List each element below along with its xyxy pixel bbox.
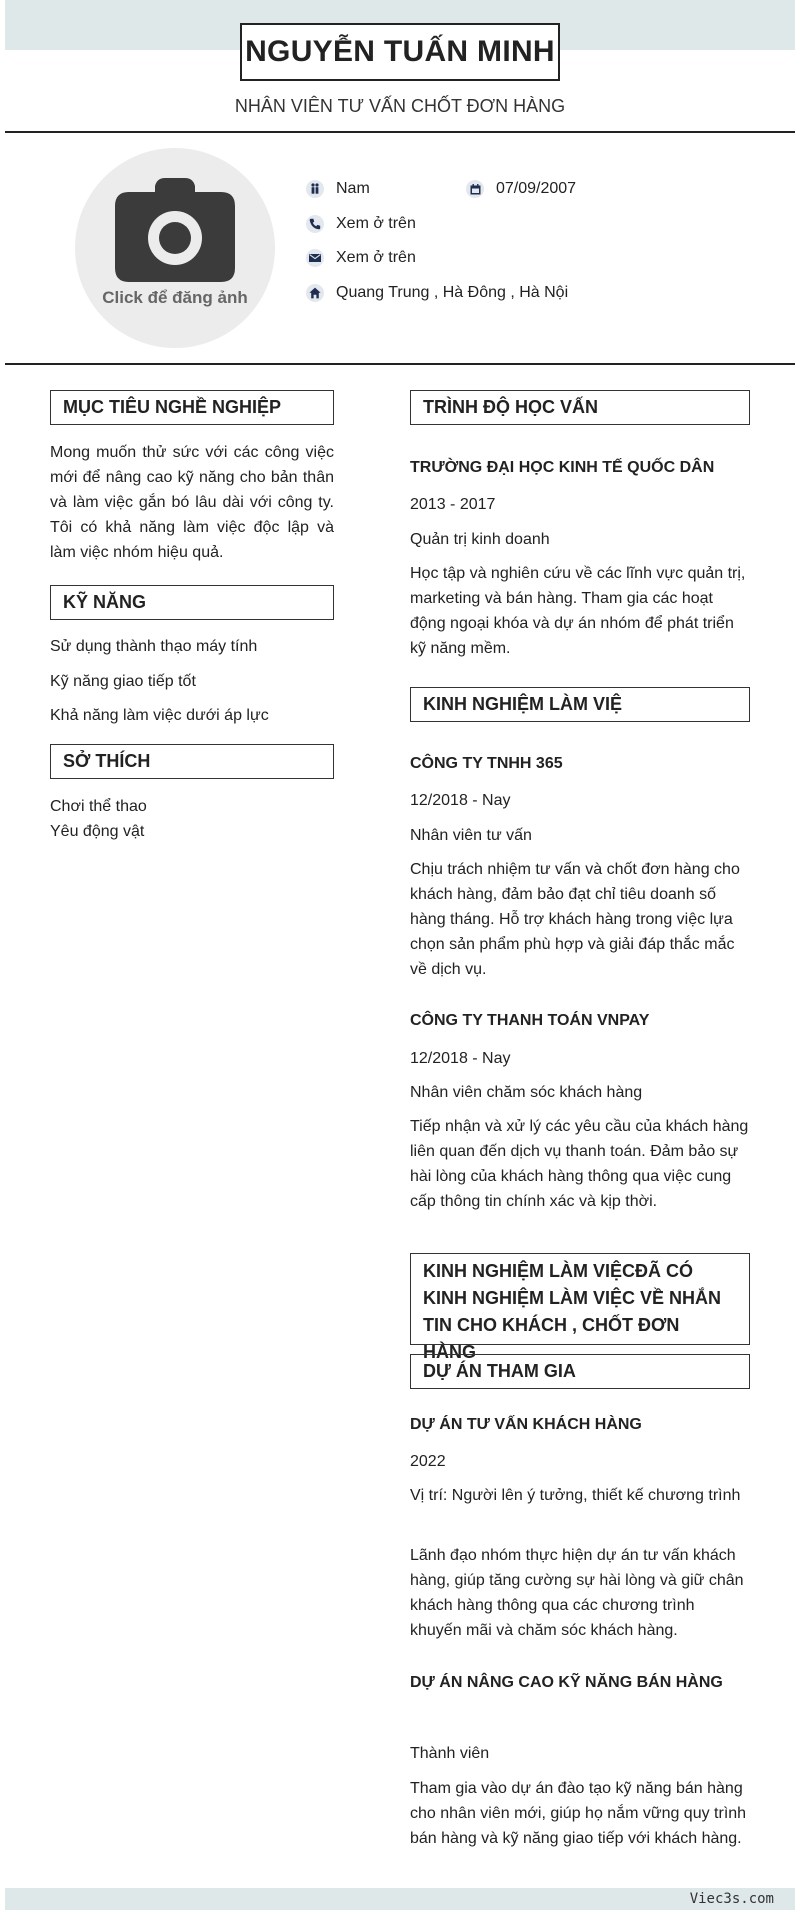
project-description: Tham gia vào dự án đào tạo kỹ năng bán hàng cho nhân viên mới, giúp họ nắm vững quy trình bán hàng và kỹ năng giao tiếp với khách hàng. [410,1780,747,1847]
email-value: Xem ở trên [336,249,416,266]
hobby-item: Yêu động vật [50,823,145,840]
skill-item: Kỹ năng giao tiếp tốt [50,673,196,690]
info-email [306,249,416,267]
job-period: 12/2018 - Nay [410,1050,511,1067]
experience-extra-title: KINH NGHIỆM LÀM VIỆCĐÃ CÓ KINH NGHIỆM LÀM VIỆC VỀ NHẮN TIN CHO KHÁCH , CHỐT ĐƠN HÀNG [410,1253,750,1345]
project-name: DỰ ÁN TƯ VẤN KHÁCH HÀNG [410,1416,642,1433]
camera-icon [115,178,235,282]
job-position: Nhân viên tư vấn [410,827,532,844]
hobbies-title: SỞ THÍCH [50,744,334,779]
phone-icon [306,215,324,233]
watermark: Viec3s.com [689,1891,774,1907]
header-divider [5,131,795,133]
info-phone [306,215,416,233]
address-value: Quang Trung , Hà Đông , Hà Nội [336,284,569,301]
education-period: 2013 - 2017 [410,496,496,513]
skills-title: KỸ NĂNG [50,585,334,620]
education-description: Học tập và nghiên cứu về các lĩnh vực quản trị, marketing và bán hàng. Tham gia các hoạt động ngoại khóa và dự án nhóm để phát triển kỹ năng mềm. [410,565,746,657]
birthday-value: 07/09/2007 [496,180,577,197]
avatar-upload[interactable] [75,148,275,348]
education-title: TRÌNH ĐỘ HỌC VẤN [410,390,750,425]
skill-item: Sử dụng thành thạo máy tính [50,638,258,655]
calendar-icon [466,180,484,198]
skill-item: Khả năng làm việc dưới áp lực [50,707,269,724]
job-position: Nhân viên chăm sóc khách hàng [410,1084,643,1101]
experience-title: KINH NGHIỆM LÀM VIỆ [410,687,750,722]
hobby-item: Chơi thể thao [50,798,147,815]
email-icon [306,249,324,267]
job-company: CÔNG TY TNHH 365 [410,755,563,772]
candidate-name: NGUYỄN TUẤN MINH [240,23,560,81]
home-icon [306,284,324,302]
objective-title: MỤC TIÊU NGHỀ NGHIỆP [50,390,334,425]
project-role: Thành viên [410,1745,490,1762]
projects-title: DỰ ÁN THAM GIA [410,1354,750,1389]
job-company: CÔNG TY THANH TOÁN VNPAY [410,1012,650,1029]
project-role: Vị trí: Người lên ý tưởng, thiết kế chương trình [410,1487,741,1504]
info-divider [5,363,795,365]
info-address [306,284,568,302]
gender-icon [306,180,324,198]
objective-text: Mong muốn thử sức với các công việc mới để nâng cao kỹ năng cho bản thân và làm việc gắn bó lâu dài với công ty. Tôi có khả năng làm việc độc lập và làm việc nhóm hiệu quả. [50,444,334,561]
education-major: Quản trị kinh doanh [410,531,550,548]
bottom-band [5,1888,795,1910]
info-birthday [466,180,576,198]
project-name: DỰ ÁN NÂNG CAO KỸ NĂNG BÁN HÀNG [410,1674,723,1691]
gender-value: Nam [336,180,370,197]
school-name: TRƯỜNG ĐẠI HỌC KINH TẾ QUỐC DÂN [410,459,715,476]
avatar-label: Click để đăng ảnh [102,288,248,307]
info-gender [306,180,370,198]
job-description: Tiếp nhận và xử lý các yêu cầu của khách hàng liên quan đến dịch vụ thanh toán. Đảm bảo sự hài lòng của khách hàng thông qua việc cung cấp thông tin chính xác và kịp thời. [410,1118,749,1210]
project-description: Lãnh đạo nhóm thực hiện dự án tư vấn khách hàng, giúp tăng cường sự hài lòng và giữ chân khách hàng thông qua các chương trình khuyến mãi và chăm sóc khách hàng. [410,1547,744,1639]
job-period: 12/2018 - Nay [410,792,511,809]
job-title: NHÂN VIÊN TƯ VẤN CHỐT ĐƠN HÀNG [234,96,566,116]
project-year: 2022 [410,1453,446,1470]
job-description: Chịu trách nhiệm tư vấn và chốt đơn hàng cho khách hàng, đảm bảo đạt chỉ tiêu doanh số hàng tháng. Hỗ trợ khách hàng trong việc lựa chọn sản phẩm phù hợp và giải đáp thắc mắc về dịch vụ. [410,861,740,978]
phone-value: Xem ở trên [336,215,416,232]
